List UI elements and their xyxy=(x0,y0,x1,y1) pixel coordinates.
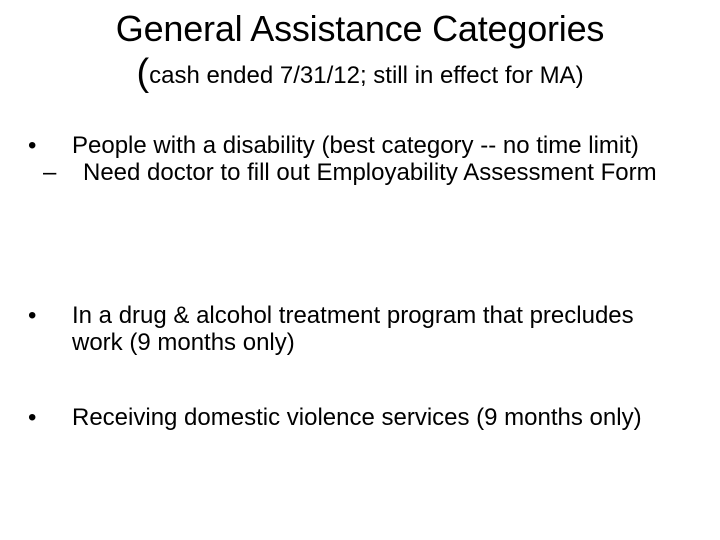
list-item xyxy=(28,302,688,356)
bullet-text: Receiving domestic violence services (9 months only) xyxy=(72,404,642,431)
subtitle-text: cash ended 7/31/12; still in effect for MA) xyxy=(149,62,584,89)
subtitle-open-paren: ( xyxy=(136,52,150,94)
bullet-text: In a drug & alcohol treatment program that precludes work (9 months only) xyxy=(72,302,634,356)
slide-title: General Assistance Categories xyxy=(115,8,605,49)
sub-bullet-text: Need doctor to fill out Employability Assessment Form xyxy=(83,159,657,186)
slide-subtitle xyxy=(0,52,720,94)
bullet-drug-alcohol xyxy=(28,302,688,356)
list-item xyxy=(28,404,642,431)
bullet-icon: • xyxy=(28,302,37,329)
sub-bullet-employability xyxy=(43,159,657,186)
bullet-icon: • xyxy=(28,132,37,159)
dash-icon: – xyxy=(43,159,57,186)
title-block xyxy=(0,8,720,94)
bullet-domestic-violence xyxy=(28,404,642,431)
bullet-disability xyxy=(28,132,657,159)
bullet-text: People with a disability (best category -- no time limit) xyxy=(72,132,639,159)
bullet-icon: • xyxy=(28,404,37,431)
list-item xyxy=(28,132,657,186)
